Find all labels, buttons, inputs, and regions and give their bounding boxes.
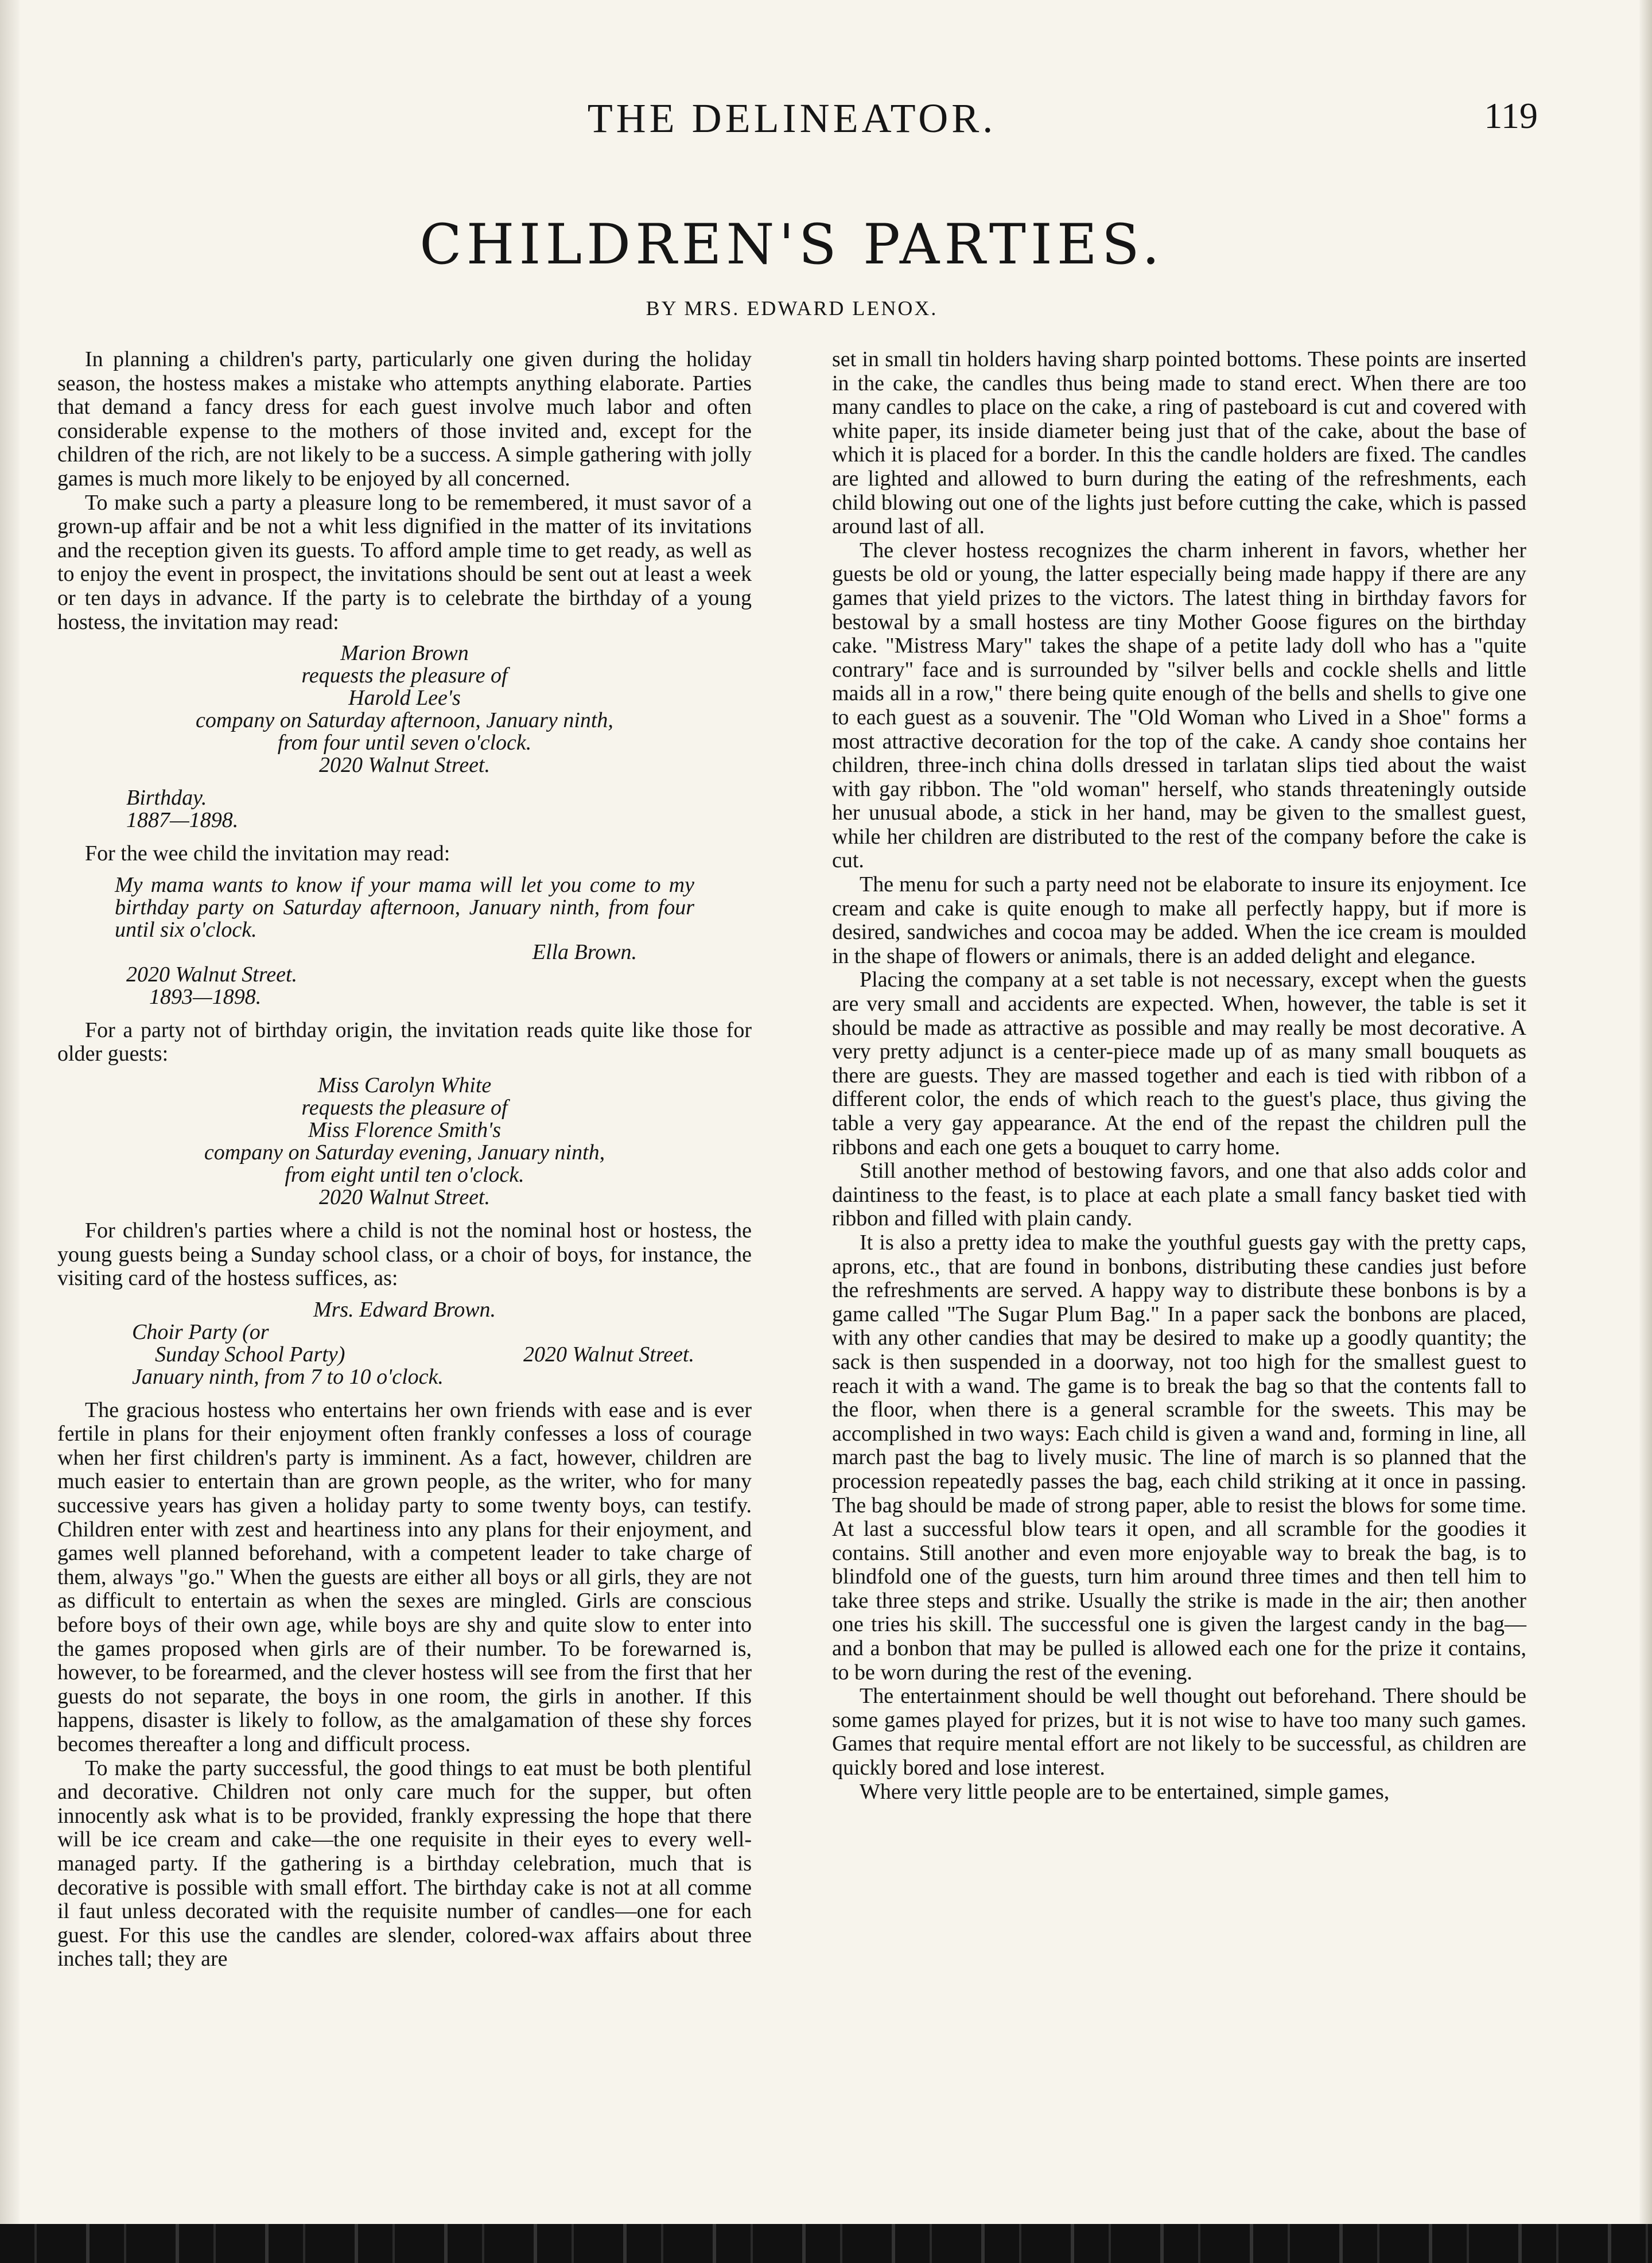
scan-bottom-edge: [0, 2224, 1652, 2263]
scan-right-edge: [1639, 0, 1652, 2263]
invitation-line: from eight until ten o'clock.: [285, 1162, 524, 1187]
magazine-title: THE DELINEATOR.: [587, 95, 997, 141]
article-title: CHILDREN'S PARTIES.: [419, 212, 1164, 277]
invitation-line: Birthday.: [126, 786, 207, 810]
visiting-card: [57, 1299, 752, 1388]
invitation-line: Harold Lee's: [348, 686, 461, 711]
invitation-line: from four until seven o'clock.: [277, 731, 532, 755]
paragraph: The menu for such a party need not be elaborate to insure its enjoyment. Ice cream and cake is quite enough to make all perfectly happy, but if more is desired, sandwiches and cocoa may be added. When the ice cream is moulded in the shape of flowers or animals, there is an added delight and elegance.: [832, 872, 1526, 968]
paragraph: For children's parties where a child is not the nominal host or hostess, the young guests being a Sunday school class, or a choir of boys, for instance, the visiting card of the hostess suffices, as:: [57, 1218, 752, 1291]
birthday-invitation: [57, 642, 752, 832]
paragraph: Where very little people are to be entertained, simple games,: [860, 1779, 1390, 1804]
article-columns: [57, 348, 1526, 1971]
running-head: [57, 80, 1538, 143]
invitation-line: 2020 Walnut Street.: [318, 1185, 490, 1209]
paragraph: The gracious hostess who entertains her own friends with ease and is ever fertile in plans for their enjoyment often frankly confesses a loss of courage when her first children's party is imminent. As a fact, however, children are much easier to entertain than are grown people, as the writer, who for many successive years has given a holiday party to some twenty boys, can testify. Children enter with zest and heartiness into any plans for their enjoyment, and games well planned beforehand, with a competent leader to take charge of them, always "go." When the guests are either all boys or all girls, they are not as difficult to entertain as when the sexes are mingled. Girls are conscious before boys of their own age, while boys are shy and quite slow to enter into the games proposed when girls are of their number. To be forewarned is, however, to be forearmed, and the clever hostess will see from the first that her guests do not separate, the boys in one room, the girls in another. If this happens, disaster is likely to follow, as the amalgamation of these shy forces becomes thereafter a long and difficult process.: [57, 1398, 752, 1756]
card-line: Sunday School Party): [155, 1342, 345, 1367]
page-number: 119: [1484, 95, 1538, 136]
invitation-line: Marion Brown: [340, 641, 469, 666]
byline: BY MRS. EDWARD LENOX.: [646, 297, 938, 320]
invitation-line: Miss Florence Smith's: [308, 1117, 501, 1142]
invitation-signature: Ella Brown.: [532, 940, 637, 964]
invitation-line: 2020 Walnut Street.: [318, 753, 490, 778]
invitation-line: company on Saturday afternoon, January ninth,: [196, 708, 613, 733]
invitation-years: 1893—1898.: [149, 984, 262, 1009]
paragraph: Still another method of bestowing favors, and one that also adds color and daintiness to the feast, is to place at each plate a small fancy basket tied with ribbon and filled with plain candy.: [832, 1159, 1526, 1231]
card-line: January ninth, from 7 to 10 o'clock.: [132, 1364, 444, 1389]
card-address: 2020 Walnut Street.: [523, 1342, 694, 1367]
left-column: [57, 348, 752, 1971]
invitation-address: 2020 Walnut Street.: [126, 962, 298, 987]
right-column: [832, 348, 1526, 1971]
invitation-line: requests the pleasure of: [301, 663, 508, 688]
paragraph: To make the party successful, the good things to eat must be both plentiful and decorative. Children not only care much for the supper, but often innocently ask what is to be provided, frankly expressing the hope that there will be ice cream and cake—the one requisite in their eyes to every well-managed party. If the gathering is a birthday celebration, much that is decorative is possible with small effort. The birthday cake is not at all comme il faut unless decorated with the requisite number of candles—one for each guest. For this use the candles are slender, colored-wax affairs about three inches tall; they are: [57, 1756, 752, 1971]
paragraph: The clever hostess recognizes the charm inherent in favors, whether her guests be old or young, the latter especially being made happy if there are any games that yield prizes to the victors. The latest thing in birthday favors for bestowal by a small hostess are tiny Mother Goose figures on the birthday cake. "Mistress Mary" takes the shape of a petite lady doll who has a "quite contrary" face and is surrounded by "silver bells and cockle shells and little maids all in a row," there being quite enough of the bells and shells to give one to each guest as a souvenir. The "Old Woman who Lived in a Shoe" forms a most attractive decoration for the top of the cake. A candy shoe contains her children, three-inch china dolls dressed in tarlatan slips tied about the waist with gay ribbon. The "old woman" herself, who stands threateningly outside her unusual abode, a stick in her hand, may be given to the smallest guest, while her children are distributed to the rest of the company before the cake is cut.: [832, 538, 1526, 873]
paragraph: Placing the company at a set table is not necessary, except when the guests are very small and accidents are expected. When, however, the table is set it should be made as attractive as possible and may really be most decorative. A very pretty adjunct is a center-piece made up of as many small bouquets as there are guests. They are massed together and each is tied with ribbon of a different color, the ends of which reach to the guest's place, thus giving the table a very gay appearance. At the end of the repast the children pull the ribbons and each one gets a bouquet to carry home.: [832, 968, 1526, 1159]
evening-invitation: [57, 1074, 752, 1209]
scan-left-edge: [0, 0, 20, 2263]
invitation-line: requests the pleasure of: [301, 1095, 508, 1120]
card-line: Choir Party (or: [132, 1319, 269, 1344]
paragraph: In planning a children's party, particularly one given during the holiday season, the hostess makes a mistake who attempts anything elaborate. Parties that demand a fancy dress for each guest involve much labor and often considerable expense to the mothers of those invited and, except for the children of the rich, are not likely to be a success. A simple gathering with jolly games is much more likely to be enjoyed by all concerned.: [57, 347, 752, 491]
paragraph: set in small tin holders having sharp pointed bottoms. These points are inserted in the cake, the candles thus being made to stand erect. When there are too many candles to place on the cake, a ring of pasteboard is cut and covered with white paper, its inside diameter being just that of the cake, about the base of which it is placed for a border. In this the candle holders are fixed. The candles are lighted and allowed to burn during the eating of the refreshments, each child blowing out one of the lights just before cutting the cake, which is passed around last of all.: [832, 347, 1526, 539]
invitation-line: company on Saturday evening, January ninth,: [204, 1140, 605, 1165]
magazine-page: [57, 80, 1538, 1971]
paragraph: The entertainment should be well thought out beforehand. There should be some games played for prizes, but it is not wise to have too many such games. Games that require mental effort are not likely to be successful, as children are quickly bored and lose interest.: [832, 1684, 1526, 1780]
card-name: Mrs. Edward Brown.: [313, 1297, 496, 1322]
invitation-line: 1887—1898.: [126, 808, 239, 833]
child-invitation: [57, 874, 752, 1008]
paragraph: For a party not of birthday origin, the invitation reads quite like those for older guests:: [57, 1018, 752, 1066]
paragraph: It is also a pretty idea to make the youthful guests gay with the pretty caps, aprons, etc., that are found in bonbons, distributing these candies just before the refreshments are served. A happy way to distribute these bonbons is by a game called "The Sugar Plum Bag." In a paper sack the bonbons are placed, with any other candies that may be desired to make up a goodly quantity; the sack is then suspended in a doorway, not too high for the smallest guest to reach it with a wand. The game is to break the bag so that the contents fall to the floor, when there is a general scramble for the sweets. This may be accomplished in two ways: Each child is given a wand and, forming in line, all march past the bag to lively music. The line of march is so planned that the procession repeatedly passes the bag, each child striking at it once in passing. The bag should be made of strong paper, able to resist the blows for some time. At last a successful blow tears it open, and all scramble for the goodies it contains. Still another and even more enjoyable way to break the bag, is to blindfold one of the guests, turn him around three times and then tell him to take three steps and strike. Usually the strike is made in the air; then another one tries his skill. The successful one is given the largest candy in the bag—and a bonbon that may be pulled is allowed each one for the prize it contains, to be worn during the rest of the evening.: [832, 1230, 1526, 1684]
paragraph: To make such a party a pleasure long to be remembered, it must savor of a grown-up affair and be not a whit less dignified in the matter of its invitations and the reception given its guests. To afford ample time to get ready, as well as to enjoy the event in prospect, the invitations should be sent out at least a week or ten days in advance. If the party is to celebrate the birthday of a young hostess, the invitation may read:: [57, 490, 752, 634]
invitation-body: My mama wants to know if your mama will let you come to my birthday party on Saturday afternoon, January ninth, from four until six o'clock.: [115, 872, 694, 942]
paragraph: For the wee child the invitation may read:: [85, 841, 450, 866]
invitation-line: Miss Carolyn White: [317, 1073, 492, 1097]
